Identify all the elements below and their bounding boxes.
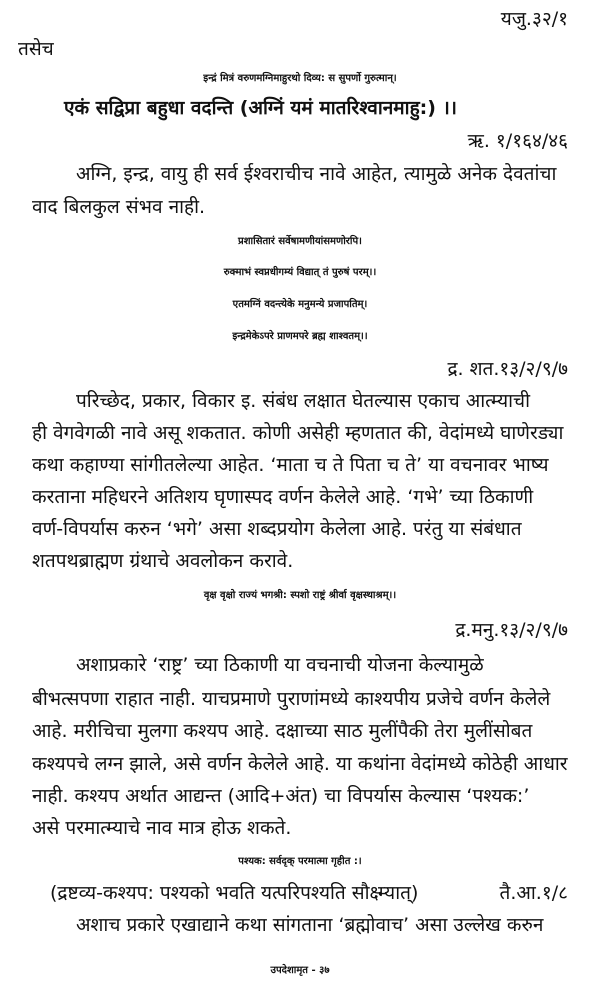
paragraph-line: परिच्छेद, प्रकार, विकार इ. संबंध लक्षात घेतल्यास एकाच आत्म्याची: [76, 390, 530, 412]
verse-line: वृक्ष वृक्षो राज्यं भगश्री: स्पशो राष्ट्रं श्रीर्वा वृक्षस्थाश्रम्।।: [203, 590, 397, 601]
paragraph-line: कश्यपचे लग्न झाले, असे वर्णन केलेले आहे. या कथांना वेदांमध्ये कोठेही आधार: [32, 753, 568, 775]
verse-reference: द्र.मनु.१३/२/९/७: [455, 619, 568, 641]
paragraph-line: अशाप्रकारे ‘राष्ट्र’ च्या ठिकाणी या वचनाची योजना केल्यामुळे: [76, 654, 484, 676]
paragraph-line: नाही. कश्यप अर्थात आद्यन्त (आदि+अंत) चा विपर्यास केल्यास ‘पश्यक:’: [32, 785, 530, 807]
paragraph-line: ही वेगवेगळी नावे असू शकतात. कोणी असेही म्हणतात की, वेदांमध्ये घाणेरड्या: [32, 422, 564, 444]
verse-line: एतमग्निं वदन्त्येके मनुमन्ये प्रजापतिम्।: [232, 299, 368, 310]
paragraph-line: शतपथब्राह्मण ग्रंथाचे अवलोकन करावे.: [32, 550, 294, 572]
paragraph-line: बीभत्सपणा राहात नाही. याचप्रमाणे पुराणांमध्ये काश्यपीय प्रजेचे वर्णन केलेले: [32, 688, 551, 710]
verse-line: इन्द्रमेकेऽपरे प्राणमपरे ब्रह्म शाश्वतम्।।: [232, 331, 368, 342]
verse-line: पश्यक: सर्वदृक् परमात्मा गृहीत :।: [238, 856, 362, 867]
verse-line-2: एकं सद्विप्रा बहुधा वदन्ति (अग्निं यमं मातरिश्वानमाहु:) ।।: [64, 97, 457, 119]
page-footer: उपदेशामृत - ३७: [270, 965, 330, 976]
paragraph-line: कथा कहाण्या सांगीतलेल्या आहेत. ‘माता च ते पिता च ते’ या वचनावर भाष्य: [32, 454, 549, 476]
verse-reference: तै.आ.१/८: [499, 882, 568, 904]
paragraph-line: वर्ण-विपर्यास करुन ‘भगे’ असा शब्दप्रयोग केलेला आहे. परंतु या संबंधात: [32, 518, 522, 540]
paragraph-line: वाद बिलकुल संभव नाही.: [32, 196, 206, 218]
verse-line: प्रशासितारं सर्वेषामणीयांसमणोरपि।: [238, 236, 362, 247]
paragraph-line: असे परमात्म्याचे नाव मात्र होऊ शकते.: [32, 817, 292, 839]
bracketed-note: (द्रष्टव्य-कश्यप: पश्यको भवति यत्परिपश्यति सौक्ष्म्यात्): [50, 882, 419, 904]
paragraph-line: करताना महिधरने अतिशय घृणास्पद वर्णन केलेले आहे. ‘गभे’ च्या ठिकाणी: [32, 486, 534, 508]
verse-reference: ऋ. १/१६४/४६: [467, 130, 568, 152]
paragraph-line: अशाच प्रकारे एखाद्याने कथा सांगताना ‘ब्रह्मोवाच’ असा उल्लेख करुन: [76, 914, 544, 936]
source-reference-top: यजु.३२/१: [500, 8, 568, 30]
verse-line: रुक्माभं स्वप्नधीगम्यं विद्यात् तं पुरुषं परम्।।: [223, 267, 377, 278]
intro-word: तसेच: [18, 38, 54, 60]
verse-line-1: इन्द्रं मित्रं वरुणमग्निमाहुरथो दिव्य: स सुपर्णो गुरुत्मान्।: [203, 73, 397, 84]
paragraph-line: अग्नि, इन्द्र, वायु ही सर्व ईश्वराचीच नावे आहेत, त्यामुळे अनेक देवतांचा: [76, 163, 557, 185]
verse-reference: द्र. शत.१३/२/९/७: [447, 358, 568, 380]
paragraph-line: आहे. मरीचिचा मुलगा कश्यप आहे. दक्षाच्या साठ मुलींपैकी तेरा मुलींसोबत: [32, 720, 533, 742]
